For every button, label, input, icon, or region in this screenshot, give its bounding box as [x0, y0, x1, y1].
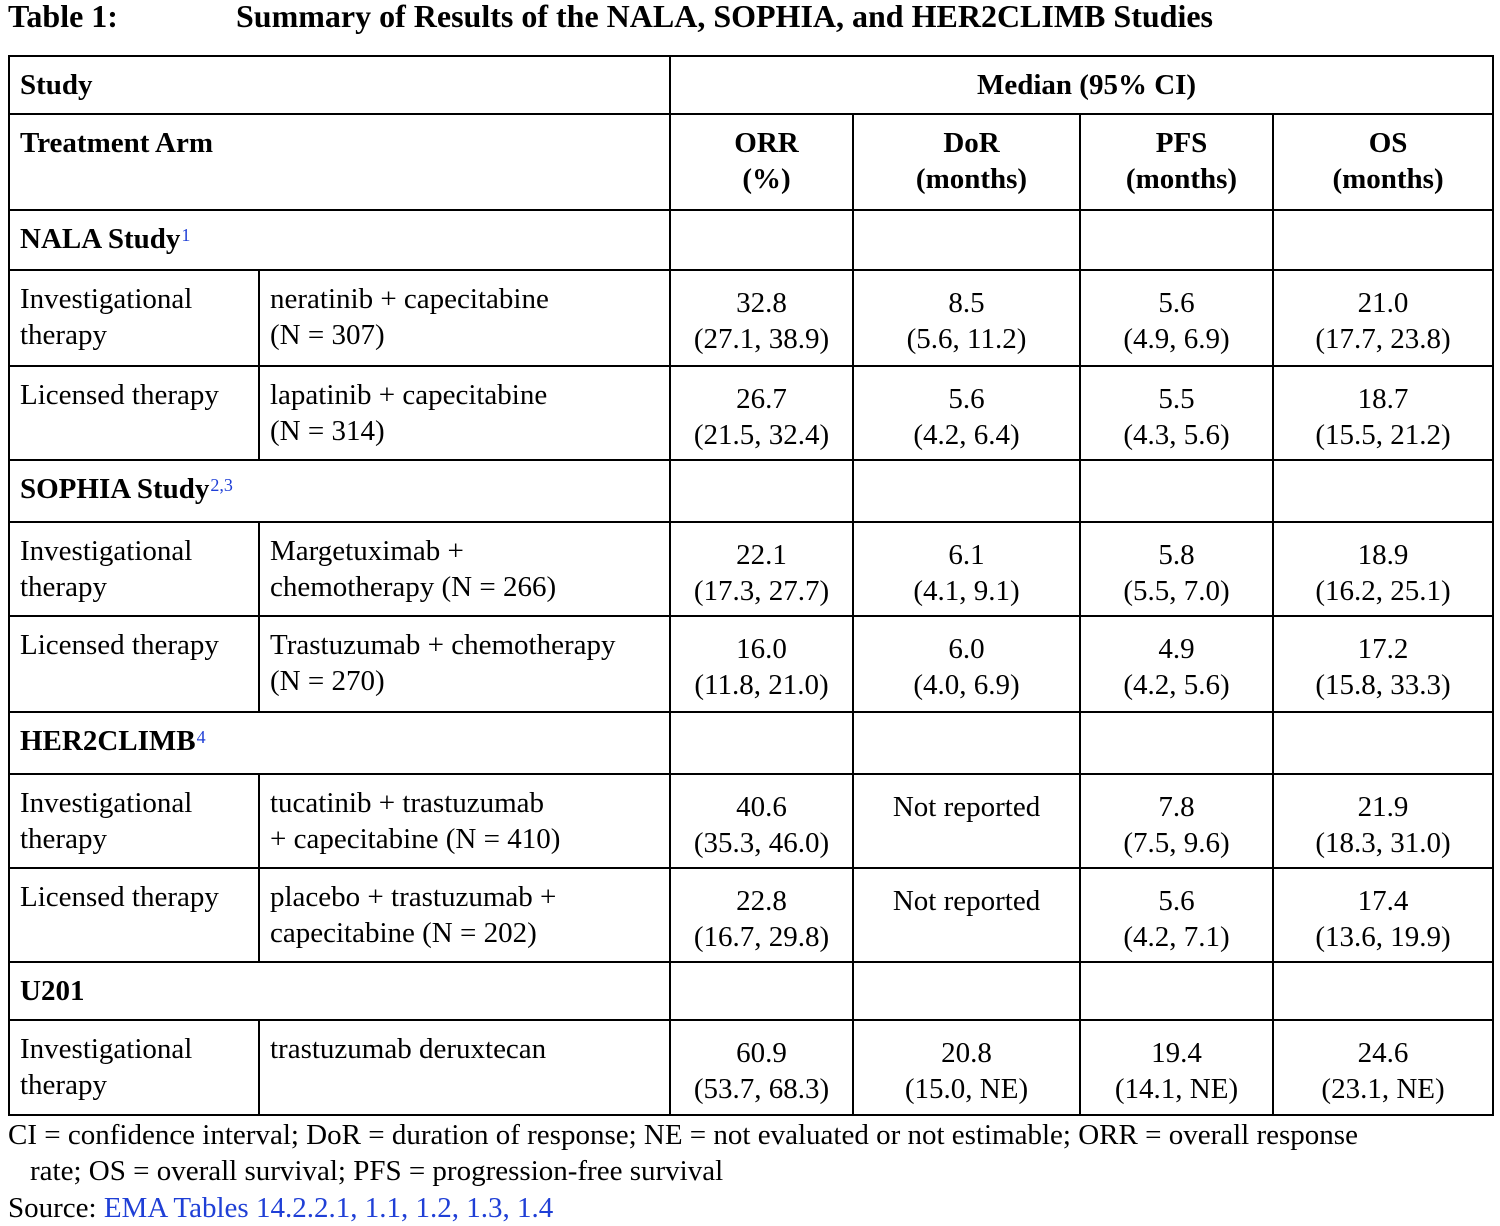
treatment-cell: neratinib + capecitabine (N = 307) [259, 270, 670, 366]
study-name: SOPHIA Study$^{2,3}$ [9, 460, 670, 522]
pfs-cell: 5.8 (5.5, 7.0) [1080, 522, 1273, 616]
empty-cell [853, 460, 1080, 522]
study-row [9, 962, 1493, 1020]
source-label: Source: [8, 1192, 97, 1224]
dor-header: DoR (months) [853, 114, 1080, 210]
empty-cell [670, 712, 853, 774]
orr-cell: 40.6 (35.3, 46.0) [670, 774, 853, 868]
caption-label: Table 1: [8, 0, 118, 34]
footnote-line-1: CI = confidence interval; DoR = duration of response; NE = not evaluated or not estimable; ORR = overall response [8, 1119, 1358, 1151]
empty-cell [1080, 210, 1273, 270]
os-cell: 18.7 (15.5, 21.2) [1273, 366, 1493, 460]
table-row [9, 270, 1493, 366]
os-cell: 24.6 (23.1, NE) [1273, 1020, 1493, 1115]
treatment-cell: tucatinib + trastuzumab + capecitabine (N = 410) [259, 774, 670, 868]
arm-cell: Investigational therapy [9, 1020, 259, 1115]
treatment-cell: Trastuzumab + chemotherapy (N = 270) [259, 616, 670, 712]
header-row-columns [9, 114, 1493, 210]
study-name: HER2CLIMB$^4$ [9, 712, 670, 774]
dor-cell: Not reported [853, 868, 1080, 962]
study-reference-link[interactable]: 1 [181, 225, 191, 245]
table-row [9, 616, 1493, 712]
table-caption [8, 0, 1213, 38]
table-row [9, 366, 1493, 460]
treatment-arm-header: Treatment Arm [9, 114, 670, 210]
pfs-cell: 5.5 (4.3, 5.6) [1080, 366, 1273, 460]
dor-cell: 5.6 (4.2, 6.4) [853, 366, 1080, 460]
empty-cell [670, 460, 853, 522]
arm-cell: Investigational therapy [9, 522, 259, 616]
empty-cell [1080, 712, 1273, 774]
os-header: OS (months) [1273, 114, 1493, 210]
empty-cell [1273, 460, 1493, 522]
table-row [9, 774, 1493, 868]
study-row [9, 460, 1493, 522]
dor-cell: 8.5 (5.6, 11.2) [853, 270, 1080, 366]
empty-cell [1080, 962, 1273, 1020]
source-link-1-2[interactable]: 1.2, [415, 1192, 459, 1224]
dor-cell: Not reported [853, 774, 1080, 868]
study-name: NALA Study$^1$ [9, 210, 670, 270]
table-row [9, 1020, 1493, 1115]
study-header: Study [9, 56, 670, 114]
caption-title: Summary of Results of the NALA, SOPHIA, and HER2CLIMB Studies [236, 0, 1213, 34]
os-cell: 18.9 (16.2, 25.1) [1273, 522, 1493, 616]
study-name: U201 [9, 962, 670, 1020]
header-row-top [9, 56, 1493, 114]
source-line [8, 1190, 553, 1226]
pfs-cell: 4.9 (4.2, 5.6) [1080, 616, 1273, 712]
arm-cell: Licensed therapy [9, 366, 259, 460]
os-cell: 17.4 (13.6, 19.9) [1273, 868, 1493, 962]
orr-cell: 22.1 (17.3, 27.7) [670, 522, 853, 616]
empty-cell [670, 962, 853, 1020]
orr-header: ORR (%) [670, 114, 853, 210]
treatment-cell: Margetuximab + chemotherapy (N = 266) [259, 522, 670, 616]
table-row [9, 868, 1493, 962]
os-cell: 21.9 (18.3, 31.0) [1273, 774, 1493, 868]
pfs-cell: 5.6 (4.9, 6.9) [1080, 270, 1273, 366]
study-reference-link[interactable]: 2,3 [210, 475, 233, 495]
source-link-ema-tables[interactable]: EMA Tables 14.2.2.1, [103, 1192, 358, 1224]
pfs-header: PFS (months) [1080, 114, 1273, 210]
empty-cell [853, 712, 1080, 774]
pfs-cell: 19.4 (14.1, NE) [1080, 1020, 1273, 1115]
treatment-cell: trastuzumab deruxtecan [259, 1020, 670, 1115]
empty-cell [1080, 460, 1273, 522]
empty-cell [853, 962, 1080, 1020]
pfs-cell: 5.6 (4.2, 7.1) [1080, 868, 1273, 962]
orr-cell: 22.8 (16.7, 29.8) [670, 868, 853, 962]
pfs-cell: 7.8 (7.5, 9.6) [1080, 774, 1273, 868]
os-cell: 17.2 (15.8, 33.3) [1273, 616, 1493, 712]
results-table [8, 55, 1494, 1116]
study-row [9, 210, 1493, 270]
source-link-1-4[interactable]: 1.4 [516, 1192, 554, 1224]
source-link-1-3[interactable]: 1.3, [466, 1192, 510, 1224]
orr-cell: 16.0 (11.8, 21.0) [670, 616, 853, 712]
dor-cell: 6.0 (4.0, 6.9) [853, 616, 1080, 712]
treatment-cell: placebo + trastuzumab + capecitabine (N = 202) [259, 868, 670, 962]
empty-cell [1273, 210, 1493, 270]
arm-cell: Investigational therapy [9, 270, 259, 366]
study-reference-link[interactable]: 4 [196, 727, 206, 747]
arm-cell: Licensed therapy [9, 868, 259, 962]
footnote-line-2: rate; OS = overall survival; PFS = progression-free survival [30, 1155, 724, 1187]
empty-cell [1273, 712, 1493, 774]
empty-cell [1273, 962, 1493, 1020]
orr-cell: 26.7 (21.5, 32.4) [670, 366, 853, 460]
median-header: Median (95% CI) [670, 56, 1493, 114]
study-row [9, 712, 1493, 774]
orr-cell: 60.9 (53.7, 68.3) [670, 1020, 853, 1115]
empty-cell [853, 210, 1080, 270]
table-row [9, 522, 1493, 616]
dor-cell: 6.1 (4.1, 9.1) [853, 522, 1080, 616]
arm-cell: Investigational therapy [9, 774, 259, 868]
arm-cell: Licensed therapy [9, 616, 259, 712]
source-link-1-1[interactable]: 1.1, [364, 1192, 409, 1224]
os-cell: 21.0 (17.7, 23.8) [1273, 270, 1493, 366]
empty-cell [670, 210, 853, 270]
dor-cell: 20.8 (15.0, NE) [853, 1020, 1080, 1115]
treatment-cell: lapatinib + capecitabine (N = 314) [259, 366, 670, 460]
orr-cell: 32.8 (27.1, 38.9) [670, 270, 853, 366]
